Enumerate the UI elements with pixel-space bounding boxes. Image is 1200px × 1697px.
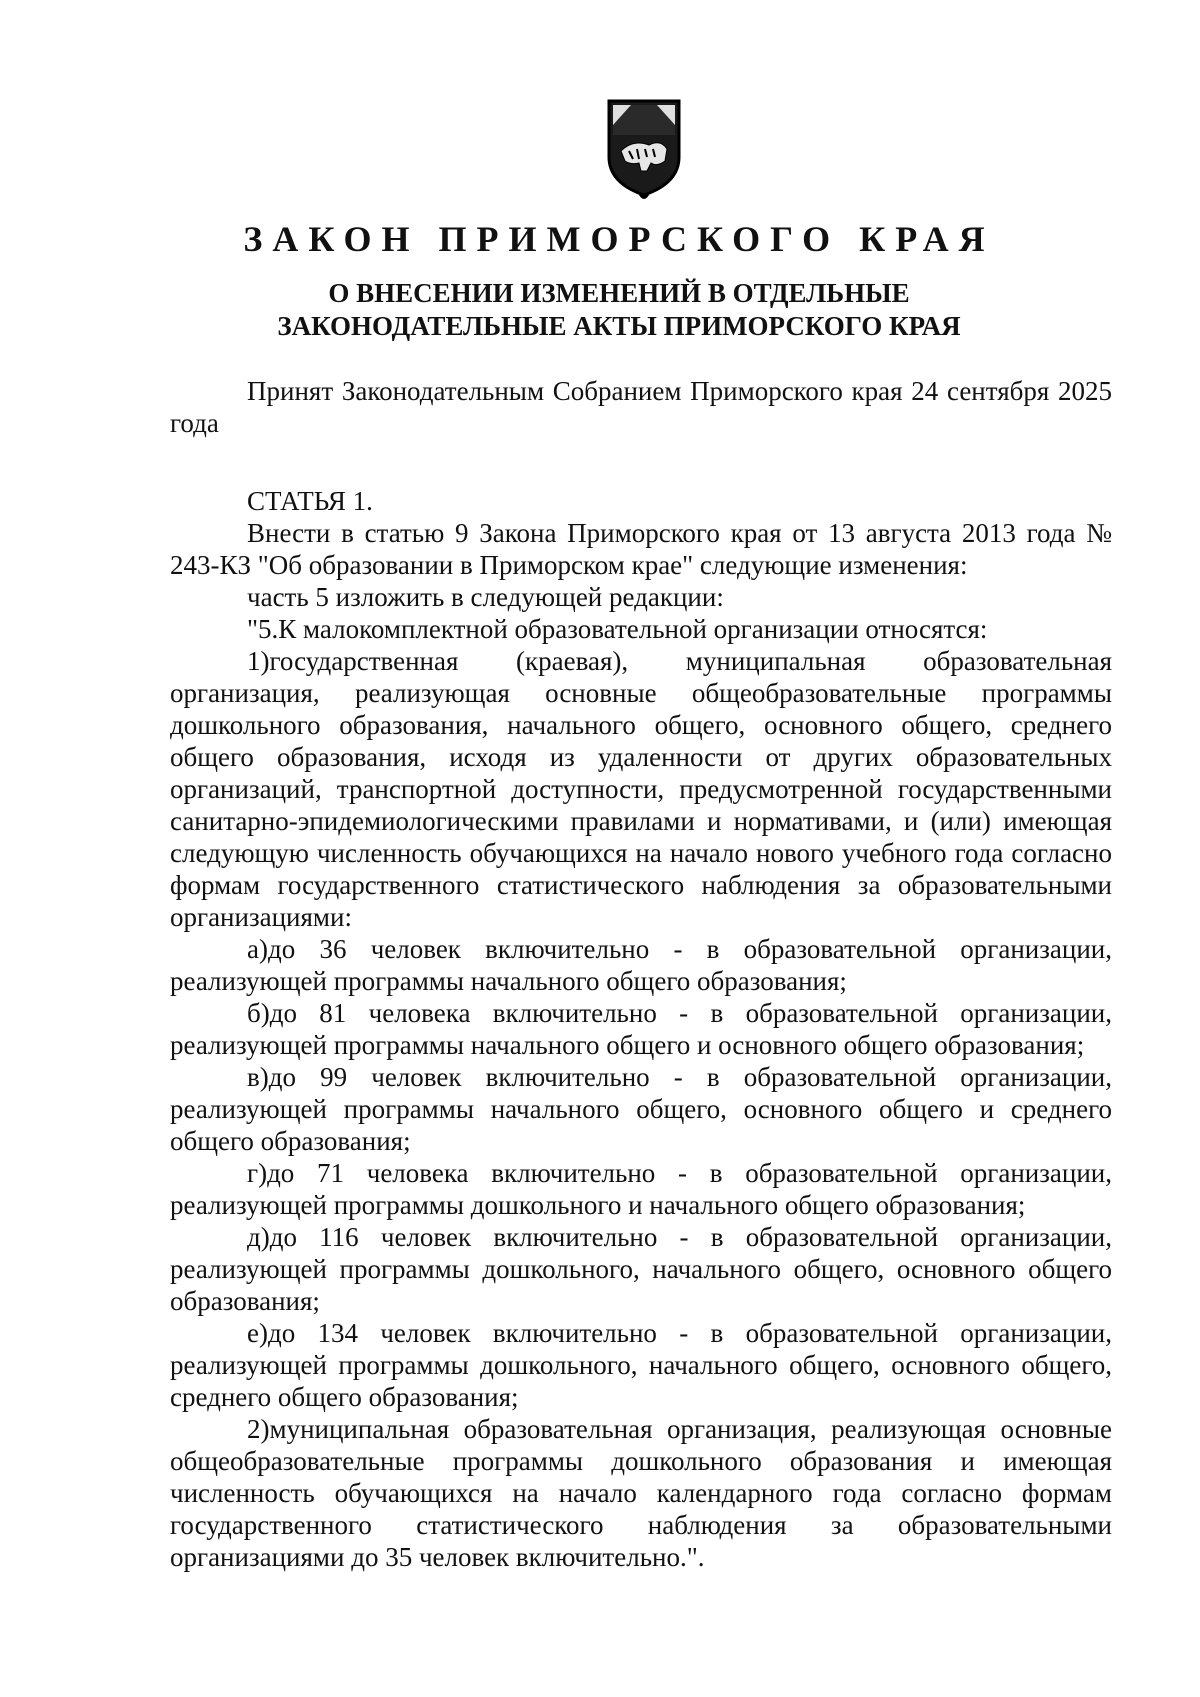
paragraph: в)до 99 человек включительно - в образовательной организации, реализующей программы начального общего, основного общего и среднего общего образования;	[170, 1062, 1112, 1156]
paragraph: а)до 36 человек включительно - в образовательной организации, реализующей программы начального общего образования;	[170, 934, 1112, 996]
paragraph: е)до 134 человек включительно - в образовательной организации, реализующей программы дошкольного, начального общего, основного общего, среднего общего образования;	[170, 1318, 1112, 1412]
document-body	[170, 375, 1112, 1573]
paragraph: б)до 81 человека включительно - в образовательной организации, реализующей программы начального общего и основного общего образования;	[170, 998, 1112, 1060]
subtitle-line-2: ЗАКОНОДАТЕЛЬНЫЕ АКТЫ ПРИМОРСКОГО КРАЯ	[277, 311, 961, 341]
subtitle-line-1: О ВНЕСЕНИИ ИЗМЕНЕНИЙ В ОТДЕЛЬНЫЕ	[328, 278, 910, 308]
paragraph: 2)муниципальная образовательная организация, реализующая основные общеобразовательные программы дошкольного образования и имеющая численность обучающихся на начало календарного года согласно формам государственного статистического наблюдения за образовательными организациями до 35 человек включительно.".	[170, 1414, 1112, 1572]
article-heading: СТАТЬЯ 1.	[247, 486, 373, 516]
adoption-note: Принят Законодательным Собранием Приморского края 24 сентября 2025 года	[170, 376, 1112, 438]
paragraph: "5.К малокомплектной образовательной организации относятся:	[247, 614, 988, 644]
paragraph: часть 5 изложить в следующей редакции:	[247, 582, 724, 612]
law-subtitle	[0, 277, 1200, 343]
coat-of-arms-emblem	[601, 95, 687, 205]
paragraph: 1)государственная (краевая), муниципальная образовательная организация, реализующая основные общеобразовательные программы дошкольного образования, начального общего, основного общего, среднего общего образования, исходя из удаленности от других образовательных организаций, транспортной доступности, предусмотренной государственными санитарно-эпидемиологическими правилами и нормативами, и (или) имеющая следующую численность обучающихся на начало нового учебного года согласно формам государственного статистического наблюдения за образовательными организациями:	[170, 646, 1112, 932]
paragraph: д)до 116 человек включительно - в образовательной организации, реализующей программы дошкольного, начального общего, основного общего образования;	[170, 1222, 1112, 1316]
paragraph: Внести в статью 9 Закона Приморского края от 13 августа 2013 года № 243-КЗ "Об образовании в Приморском крае" следующие изменения:	[170, 518, 1112, 580]
paragraph: г)до 71 человека включительно - в образовательной организации, реализующей программы дошкольного и начального общего образования;	[170, 1158, 1112, 1220]
law-title: ЗАКОН ПРИМОРСКОГО КРАЯ	[243, 219, 995, 259]
